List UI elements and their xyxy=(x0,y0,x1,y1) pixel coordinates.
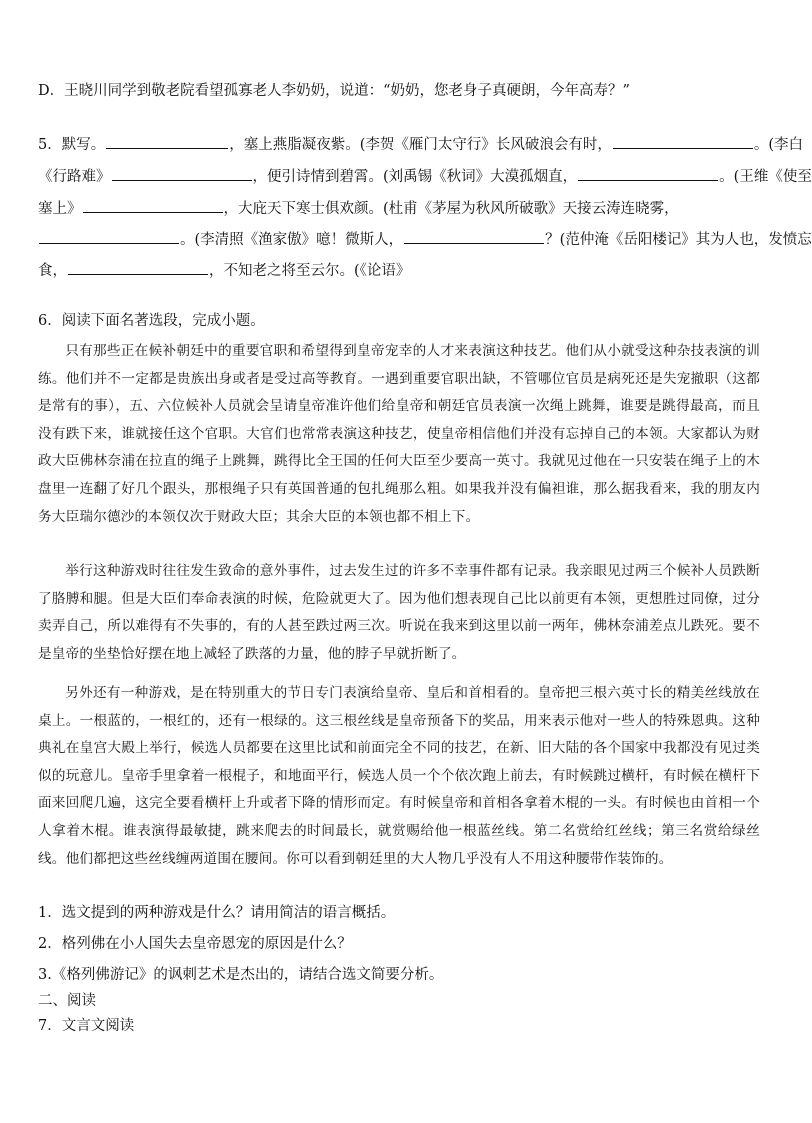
q5-line-4 xyxy=(38,229,812,250)
blank-8[interactable] xyxy=(68,260,208,275)
q5-line3-b: ，大庇天下寒士俱欢颜。(杜甫《茅屋为秋风所破歌》天接云涛连晓雾， xyxy=(223,201,679,217)
q5-line4-c: ？(范仲淹《岳阳楼记》其为人也，发愤忘 xyxy=(545,232,812,248)
passage-paragraph-3: 另外还有一种游戏，是在特别重大的节日专门表演给皇帝、皇后和首相看的。皇帝把三根六英寸长的精美丝线放在桌上。一根蓝的，一根红的，还有一根绿的。这三根丝线是皇帝预备下的奖品，用来表示他对一些人的特殊恩典。这种典礼在皇宫大殿上举行，候选人员都要在这里比试和前面完全不同的技艺，在新、旧大陆的各个国家中我都没有见过类似的玩意儿。皇帝手里拿着一根棍子，和地面平行，候选人员一个个依次跑上前去，有时候跳过横杆，有时候在横杆下面来回爬几遍，这完全要看横杆上升或者下降的情形而定。有时候皇帝和首相各拿着木棍的一头。有时候也由首相一个人拿着木棍。谁表演得最敏捷，跳来爬去的时间最长，就赏赐给他一根蓝丝线。第二名赏给红丝线；第三名赏给绿丝线。他们都把这些丝线缠两道围在腰间。你可以看到朝廷里的大人物几乎没有人不用这种腰带作装饰的。 xyxy=(38,685,760,867)
q5-line-5 xyxy=(38,260,764,281)
q6-sub-2: 2．格列佛在小人国失去皇帝恩宠的原因是什么？ xyxy=(38,936,352,952)
q7-heading: 7．文言文阅读 xyxy=(38,1018,135,1034)
blank-1[interactable] xyxy=(106,134,228,149)
option-d: D．王晓川同学到敬老院看望孤寡老人李奶奶，说道：“奶奶，您老身子真硬朗，今年高寿？” xyxy=(38,83,630,99)
blank-6[interactable] xyxy=(39,229,179,244)
q5-line-2 xyxy=(38,166,812,187)
q5-line2-c: 。(王维《使至 xyxy=(719,169,812,185)
q5-line1-b: ，塞上燕脂凝夜紫。(李贺《雁门太守行》长风破浪会有时， xyxy=(229,137,612,153)
q5-line4-b: 。(李清照《渔家傲》噫！微斯人， xyxy=(180,232,404,248)
blank-5[interactable] xyxy=(83,198,223,213)
q6-sub-3: 3.《格列佛游记》的讽刺艺术是杰出的，请结合选文简要分析。 xyxy=(38,967,444,983)
q5-line1-a: 5．默写。 xyxy=(38,137,106,153)
blank-4[interactable] xyxy=(578,166,718,181)
q5-line-1 xyxy=(38,134,804,155)
q5-line5-b: ，不知老之将至云尔。(《论语》 xyxy=(209,263,411,279)
q5-line5-a: 食， xyxy=(38,263,67,279)
q5-line2-b: ，便引诗情到碧霄。(刘禹锡《秋词》大漠孤烟直， xyxy=(252,169,578,185)
passage-paragraph-2: 举行这种游戏时往往发生致命的意外事件，过去发生过的许多不幸事件都有记录。我亲眼见过两三个候补人员跌断了胳膊和腿。但是大臣们奉命表演的时候，危险就更大了。因为他们想表现自己比以前更有本领，更想胜过同僚，过分卖弄自己，所以难得有不失事的，有的人甚至跌过两三次。听说在我来到这里以前一两年，佛林奈浦差点儿跌死。要不是皇帝的坐垫恰好摆在地上减轻了跌落的力量，他的脖子早就折断了。 xyxy=(38,563,760,662)
blank-2[interactable] xyxy=(613,134,753,149)
q5-line1-c: 。(李白 xyxy=(753,137,804,153)
q6-heading: 6．阅读下面名著选段，完成小题。 xyxy=(38,313,265,329)
q5-line3-a: 塞上》 xyxy=(38,201,82,217)
q6-sub-1: 1．选文提到的两种游戏是什么？请用简洁的语言概括。 xyxy=(38,905,396,921)
blank-7[interactable] xyxy=(404,229,544,244)
section-heading-reading: 二、阅读 xyxy=(38,993,96,1009)
passage-paragraph-1: 只有那些正在候补朝廷中的重要官职和希望得到皇帝宠幸的人才来表演这种技艺。他们从小就受这种杂技表演的训练。他们并不一定都是贵族出身或者是受过高等教育。一遇到重要官职出缺，不管哪位官员是病死还是失宠撤职（这都是常有的事），五、六位候补人员就会呈请皇帝准许他们给皇帝和朝廷官员表演一次绳上跳舞，谁要是跳得最高，而且没有跌下来，谁就接任这个官职。大官们也常常表演这种技艺，使皇帝相信他们并没有忘掉自己的本领。大家都认为财政大臣佛林奈浦在拉直的绳子上跳舞，跳得比全王国的任何大臣至少要高一英寸。我就见过他在一只安装在绳子上的木盘里一连翻了好几个跟头，那根绳子只有英国普通的包扎绳那么粗。如果我并没有偏袒谁，那么据我看来，我的朋友内务大臣瑞尔德沙的本领仅次于财政大臣；其余大臣的本领也都不相上下。 xyxy=(38,343,760,525)
q5-line-3 xyxy=(38,198,764,219)
blank-3[interactable] xyxy=(112,166,252,181)
q5-line2-a: 《行路难》 xyxy=(38,169,111,185)
